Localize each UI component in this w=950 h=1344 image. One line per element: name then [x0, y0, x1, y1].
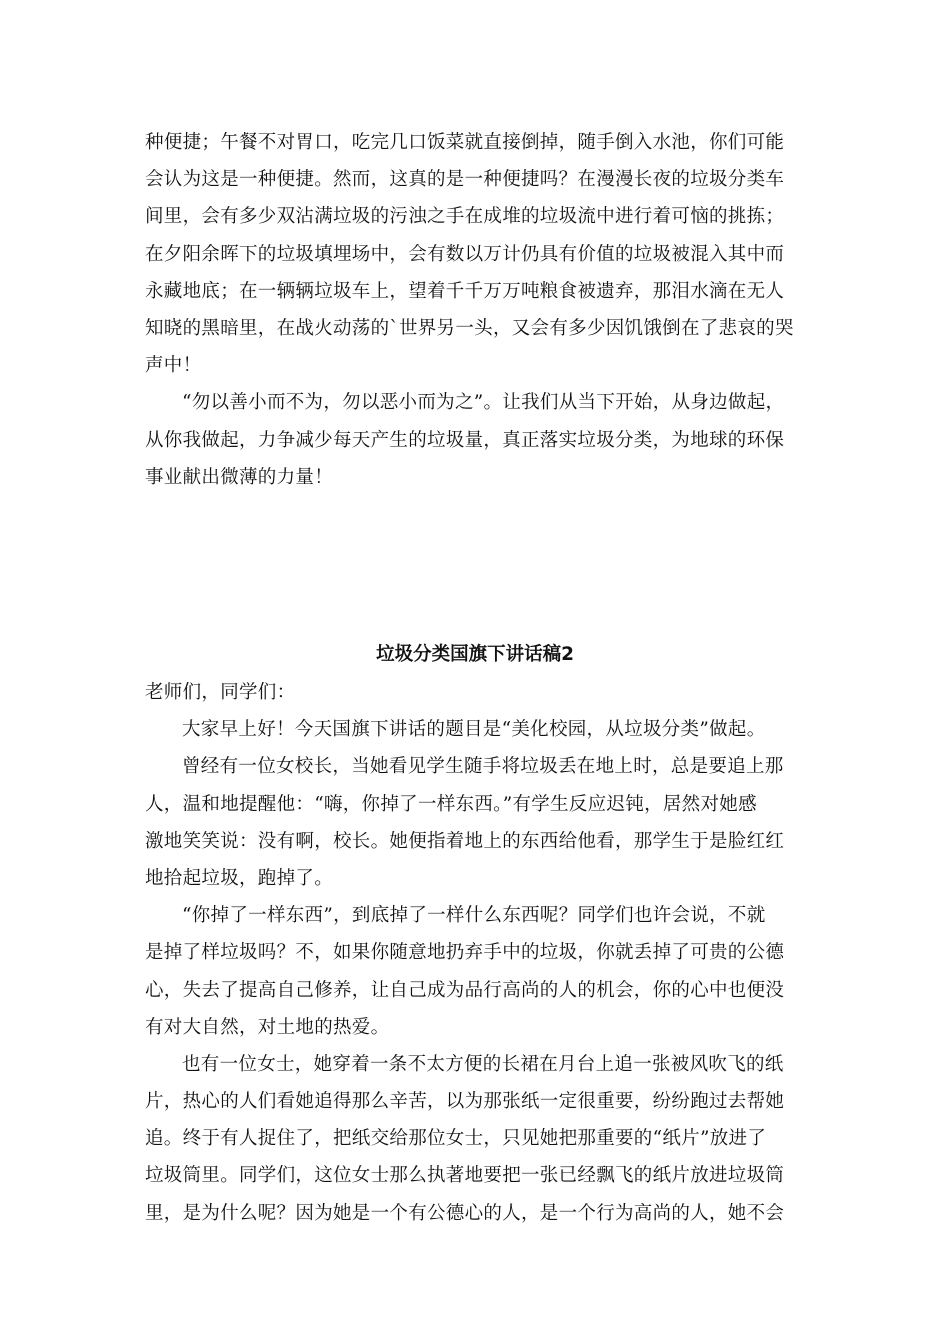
paragraph-line: 激地笑笑说：没有啊，校长。她便指着地上的东西给他看，那学生于是脸红红 — [145, 830, 785, 852]
speech-two-body — [145, 674, 825, 1232]
paragraph-line: 曾经有一位女校长，当她看见学生随手将垃圾丢在地上时，总是要追上那 — [182, 756, 784, 778]
paragraph-line: 大家早上好！今天国旗下讲话的题目是“美化校园，从垃圾分类”做起。 — [182, 719, 766, 741]
paragraph-line: 在夕阳余晖下的垃圾填埋场中，会有数以万计仍具有价值的垃圾被混入其中而 — [145, 243, 785, 265]
speech-one-closing — [145, 124, 825, 496]
paragraph-line: 追。终于有人捉住了，把纸交给那位女士，只见她把那重要的“纸片”放进了 — [145, 1128, 767, 1150]
paragraph-line: 心，失去了提高自己修养，让自己成为品行高尚的人的机会，你的心中也便没 — [145, 979, 785, 1001]
paragraph-line: “勿以善小而不为，勿以恶小而为之”。让我们从当下开始，从身边做起， — [182, 392, 785, 414]
paragraph-line: 人，温和地提醒他：“嗨，你掉了一样东西。”有学生反应迟钝，居然对她感 — [145, 793, 757, 815]
speech-two-title: 垃圾分类国旗下讲话稿2 — [376, 644, 574, 665]
paragraph-line: 事业献出微薄的力量！ — [145, 466, 334, 488]
paragraph-line: 垃圾筒里。同学们，这位女士那么执著地要把一张已经飘飞的纸片放进垃圾筒 — [145, 1165, 785, 1187]
paragraph-line: 会认为这是一种便捷。然而，这真的是一种便捷吗？在漫漫长夜的垃圾分类车 — [145, 169, 785, 191]
paragraph-line: 间里，会有多少双沾满垃圾的污浊之手在成堆的垃圾流中进行着可恼的挑拣； — [145, 206, 785, 228]
paragraph-line: 声中！ — [145, 355, 202, 377]
paragraph-line: 片，热心的人们看她追得那么辛苦，以为那张纸一定很重要，纷纷跑过去帮她 — [145, 1091, 785, 1113]
paragraph-line: 地拾起垃圾，跑掉了。 — [145, 867, 334, 889]
salutation: 老师们，同学们： — [145, 682, 296, 703]
paragraph-line: “你掉了一样东西”，到底掉了一样什么东西呢？同学们也许会说，不就 — [182, 905, 766, 927]
paragraph-line: 从你我做起，力争减少每天产生的垃圾量，真正落实垃圾分类，为地球的环保 — [145, 429, 785, 451]
paragraph-line: 里，是为什么呢？因为她是一个有公德心的人，是一个行为高尚的人，她不会 — [145, 1202, 785, 1224]
paragraph-line: 也有一位女士，她穿着一条不太方便的长裙在月台上追一张被风吹飞的纸 — [182, 1053, 784, 1075]
paragraph-line: 是掉了样垃圾吗？不，如果你随意地扔弃手中的垃圾，你就丢掉了可贵的公德 — [145, 942, 785, 964]
paragraph-line: 种便捷；午餐不对胃口，吃完几口饭菜就直接倒掉，随手倒入水池，你们可能 — [145, 132, 785, 153]
paragraph-line: 知晓的黑暗里，在战火动荡的`世界另一头，又会有多少因饥饿倒在了悲哀的哭 — [145, 317, 794, 339]
paragraph-line: 有对大自然，对土地的热爱。 — [145, 1016, 390, 1038]
paragraph-line: 永藏地底；在一辆辆垃圾车上，望着千千万万吨粮食被遗弃，那泪水滴在无人 — [145, 280, 785, 302]
